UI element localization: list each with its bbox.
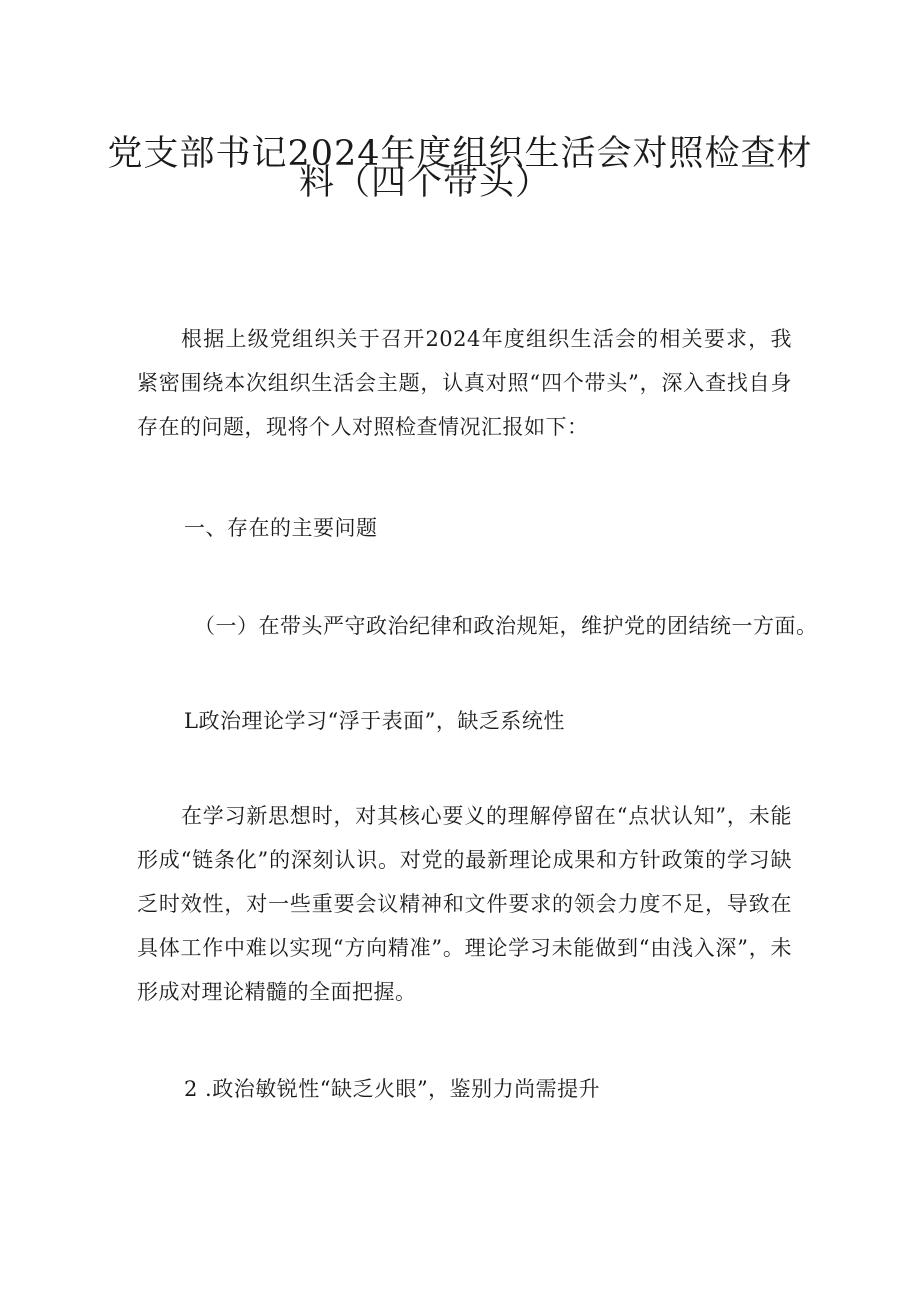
item-body-1: 在学习新思想时，对其核心要义的理解停留在“点状认知”，未能形成“链条化”的深刻认识。对党的最新理论成果和方针政策的学习缺乏时效性，对一些重要会议精神和文件要求的领会力度不足，导致在具体工作中难以实现“方向精准”。理论学习未能做到“由浅入深”，未形成对理论精髓的全面把握。 — [137, 804, 792, 1004]
intro-paragraph: 根据上级党组织关于召开2024年度组织生活会的相关要求，我紧密围绕本次组织生活会主题，认真对照“四个带头”，深入查找自身存在的问题，现将个人对照检查情况汇报如下： — [137, 327, 792, 439]
item-heading-2: 2 .政治敏锐性“缺乏火眼”，鉴别力尚需提升 — [184, 1077, 601, 1101]
document-title-line-2: 料（四个带头） — [298, 163, 551, 203]
subsection-heading: （一）在带头严守政治纪律和政治规矩，维护党的团结统一方面。 — [194, 614, 818, 638]
section-heading: 一、存在的主要问题 — [184, 516, 378, 540]
document-title-line-1: 党支部书记2024年度组织生活会对照检查材 — [107, 134, 813, 174]
item-heading-1: L政治理论学习“浮于表面”，缺乏系统性 — [184, 709, 565, 733]
